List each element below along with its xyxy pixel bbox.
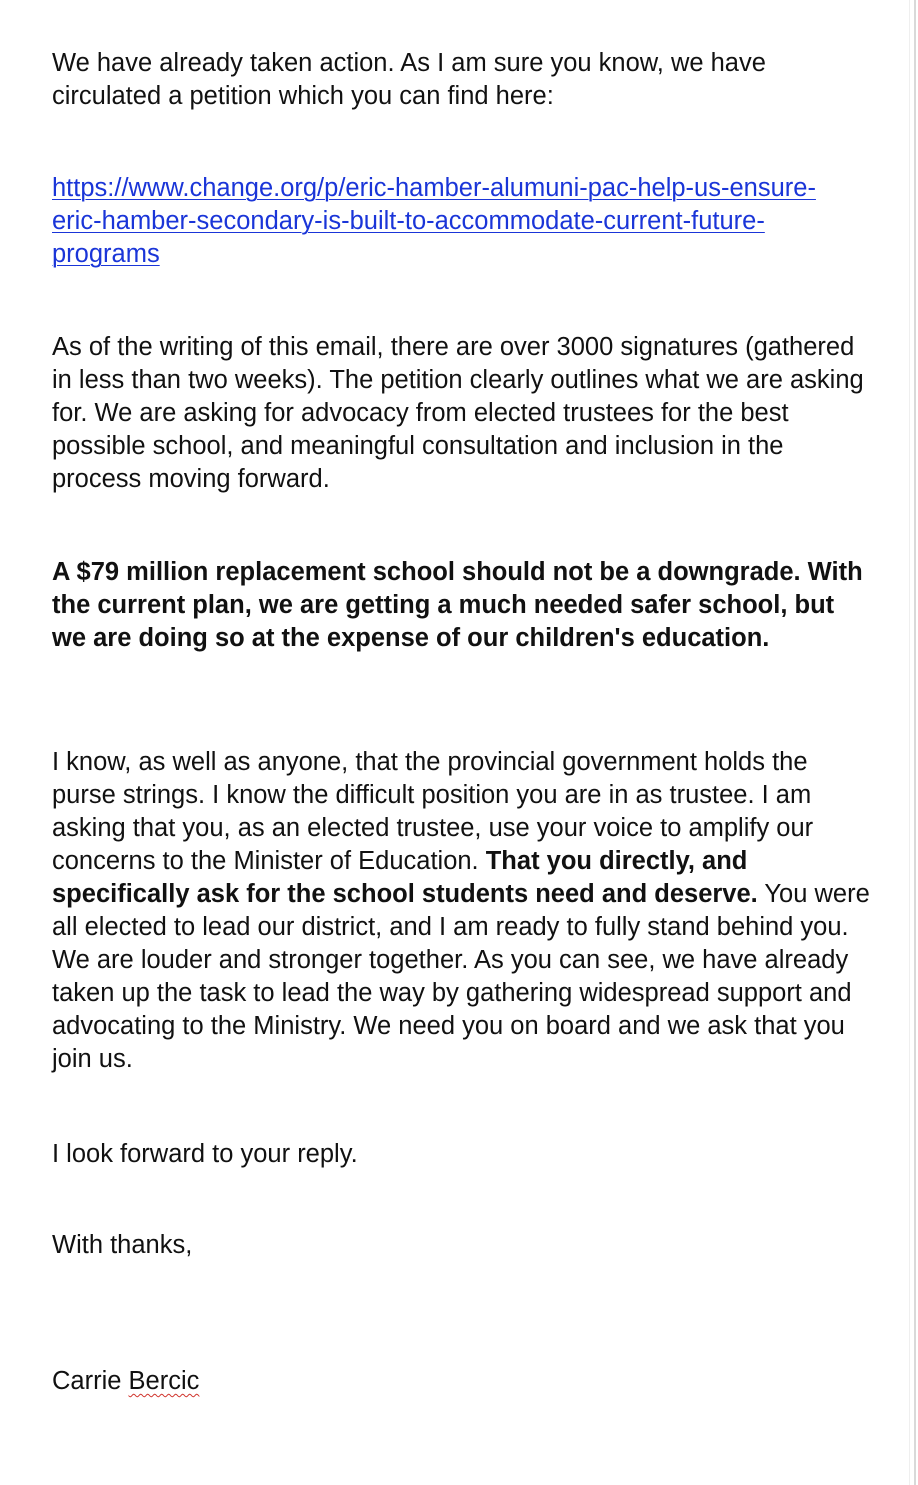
petition-link[interactable]: https://www.change.org/p/eric-hamber-alumuni-pac-help-us-ensure-eric-hamber-secondary-is-built-to-accommodate-current-future-programs (52, 174, 816, 268)
signature (52, 1365, 872, 1398)
paragraph-signatures: As of the writing of this email, there are over 3000 signatures (gathered in less than two weeks). The petition clearly outlines what we are asking for. We are asking for advocacy from elected trustees for the best possible school, and meaningful consultation and inclusion in the process moving forward. (52, 333, 864, 493)
request-text-part-1: I know, as well as anyone, that the provincial government holds the purse strings. I know the difficult position you are in as trustee. I am asking that you, as an elected trustee, use your voice to amplify our concerns to the Minister of Education. (52, 748, 814, 875)
request-bold-text: That you directly, and specifically ask for the school students need and deserve. (52, 847, 758, 908)
sign-off: With thanks, (52, 1231, 193, 1259)
paragraph-intro: We have already taken action. As I am sure you know, we have circulated a petition which you can find here: (52, 49, 766, 110)
paragraph-bold-statement: A $79 million replacement school should not be a downgrade. With the current plan, we are getting a much needed safer school, but we are doing so at the expense of our children's education. (52, 558, 863, 652)
page-edge-shadow (909, 0, 910, 1485)
petition-link-paragraph (52, 172, 852, 271)
signature-first-name: Carrie (52, 1367, 122, 1395)
request-text-part-2: You were all elected to lead our district, and I am ready to fully stand behind you. We are louder and stronger together. As you can see, we have already taken up the task to lead the way by gathering widespread support and advocating to the Ministry. We need you on board and we ask that you join us. (52, 880, 870, 1073)
paragraph-request (52, 746, 872, 1076)
closing-line: I look forward to your reply. (52, 1140, 358, 1168)
signature-space (121, 1367, 128, 1395)
signature-last-name: Bercic (128, 1367, 200, 1395)
page-edge-divider (914, 0, 916, 1485)
